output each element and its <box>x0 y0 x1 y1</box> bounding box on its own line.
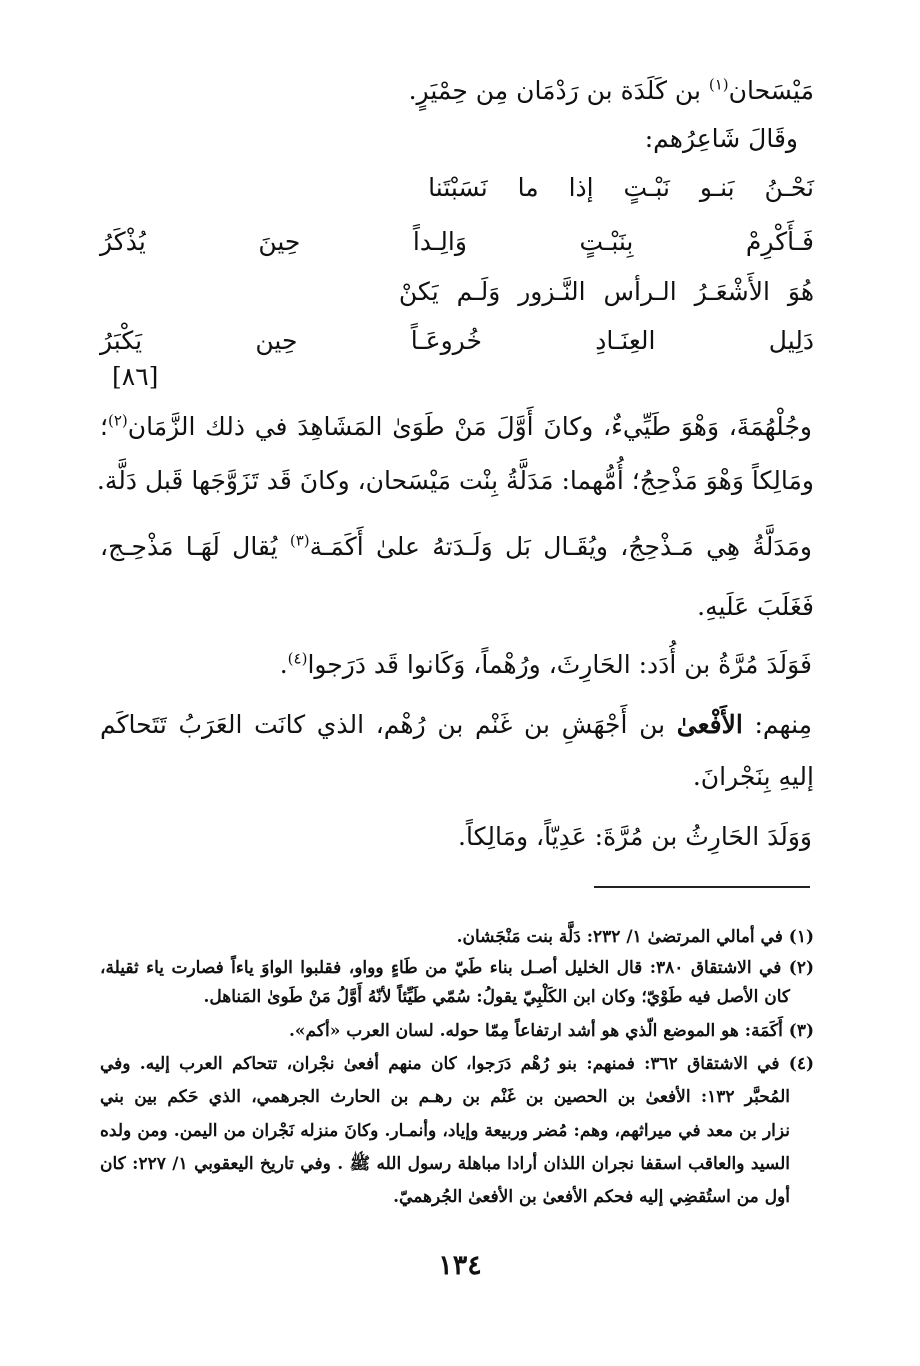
footnote-separator <box>594 886 810 888</box>
body-text: مَيْسَحان <box>728 76 814 105</box>
body-text: ومَدَلَّةُ هِي مَـذْحِجُ، ويُقَـال بَل وَلَـدَتهُ علىٰ أَكَمَـة <box>309 532 812 561</box>
body-text: يُقال لَهَـا مَذْحِـج، <box>100 532 290 561</box>
body-text: بن كَلَدَة بن رَدْمَان مِن حِمْيَرٍ. <box>408 76 709 105</box>
body-text: فَوَلَدَ مُرَّةُ بن أُدَد: الحَارِثَ، ورُهْماً، وَكَانوا قَد دَرَجوا <box>307 650 812 679</box>
footnote-2-line-2: كان الأصل فيه طَوْيّ؛ وكان ابن الكَلْبِيّ يقولُ: سُمّي طَيِّئاً لأنّهُ أَوَّلُ مَنْ طَوىٰ المَناهل. <box>203 987 790 1007</box>
footnote-4-line-2: المُحبَّر ١٣٢: الأفعىٰ بن الحصين بن غَنْم بن رهـم بن الحارث الجرهمي، الذي حَكم بين بني <box>100 1087 790 1107</box>
paragraph-2-line-2: فَغَلَبَ عَلَيهِ. <box>697 592 814 621</box>
verse-1: نَحْـنُ بَنـو نَبْـتٍ إذا ما نَسَبْتَنا <box>428 173 814 202</box>
body-text: . <box>279 650 288 679</box>
footnote-4-line-5: أول من استُقضِي إليه فحكم الأفعىٰ بن الأفعىٰ الجُرهميّ. <box>393 1187 790 1207</box>
body-text: ؛ <box>100 412 108 441</box>
footnote-ref-3[interactable]: (٣) <box>289 531 310 550</box>
footnote-3: (٣) أَكَمَة: هو الموضع الّذي هو أشد ارتفاعاً مِمّا حوله. لسان العرب «أكم». <box>289 1021 814 1041</box>
body-text: وجُلْهُمَةَ، وَهْوَ طَيِّيءٌ، وكانَ أَوَّلَ مَنْ طَوَىٰ المَشَاهِدَ في ذلك الزَّمَان <box>127 412 812 441</box>
footnote-4-line-4: السيد والعاقب اسقفا نجران اللذان أرادا مباهلة رسول الله ﷺ . وفي تاريخ اليعقوبي ١/ ٢٢٧: كان <box>100 1154 790 1174</box>
footnote-4-line-3: نزار بن معد في ميراثهم، وهم: مُضر وربيعة وإياد، وأنمـار. وكانَ منزله نَجْران من اليمن. ومن ولده <box>100 1121 790 1141</box>
paragraph-2-line-1 <box>100 530 812 564</box>
body-text: مِنهم: <box>742 710 813 739</box>
paragraph-3 <box>280 648 812 682</box>
body-text: بن أَجْهَشِ بن غَنْم بن رُهْم، الذي كانَت العَرَبُ تَتَحاكَم <box>100 710 677 739</box>
paragraph-5: وَوَلَدَ الحَارِثُ بن مُرَّةَ: عَدِيّاً، ومَالِكاً. <box>458 822 812 851</box>
paragraph-1-line-1 <box>100 410 812 444</box>
verse-4: دَلِيل العِنَـادِ خُروعَـاً حِين يَكْبَرُ <box>100 326 814 355</box>
body-line-1 <box>409 74 814 108</box>
poet-intro: وقَالَ شَاعِرُهم: <box>644 124 798 153</box>
paragraph-1-line-2: ومَالِكاً وَهْوَ مَذْحِجُ؛ أُمُّهما: مَدَلَّةُ بِنْت مَيْسَحان، وكانَ قَد تَزَوَّجَها قَبل دَلَّة. <box>96 466 814 495</box>
page-marker: [٨٦] <box>112 362 159 391</box>
footnote-4-line-1: (٤) في الاشتقاق ٣٦٢: فمنهم: بنو رُهْم دَرَجوا، كان منهم أفعىٰ نجْران، تتحاكم العرب إليه. وفي <box>100 1054 814 1074</box>
footnote-1: (١) في أمالي المرتضىٰ ١/ ٢٣٢: دَلَّة بنت مَنْجَشان. <box>456 927 814 947</box>
name-highlight: الأَفْعىٰ <box>676 710 743 739</box>
verse-2: فَـأَكْرِمْ بِنَبْـتٍ وَالِـداً حِينَ يُذْكَرُ <box>100 227 814 256</box>
page-number: ١٣٤ <box>438 1250 482 1281</box>
footnote-ref-1[interactable]: (١) <box>708 75 729 94</box>
verse-3: هُوَ الأَشْعَـرُ الـرأس النَّـزور وَلَـم يَكنْ <box>398 277 814 306</box>
paragraph-4-line-2: إليهِ بِنَجْرانَ. <box>692 762 814 791</box>
footnote-ref-2[interactable]: (٢) <box>107 411 128 430</box>
footnote-2-line-1: (٢) في الاشتقاق ٣٨٠: قال الخليل أصـل بناء طَيّ من طَاءٍ وواو، فقلبوا الواوَ ياءاً فصارت ياء ثقيلة، <box>100 958 815 978</box>
footnote-ref-4[interactable]: (٤) <box>287 649 308 668</box>
paragraph-4-line-1 <box>100 708 812 742</box>
